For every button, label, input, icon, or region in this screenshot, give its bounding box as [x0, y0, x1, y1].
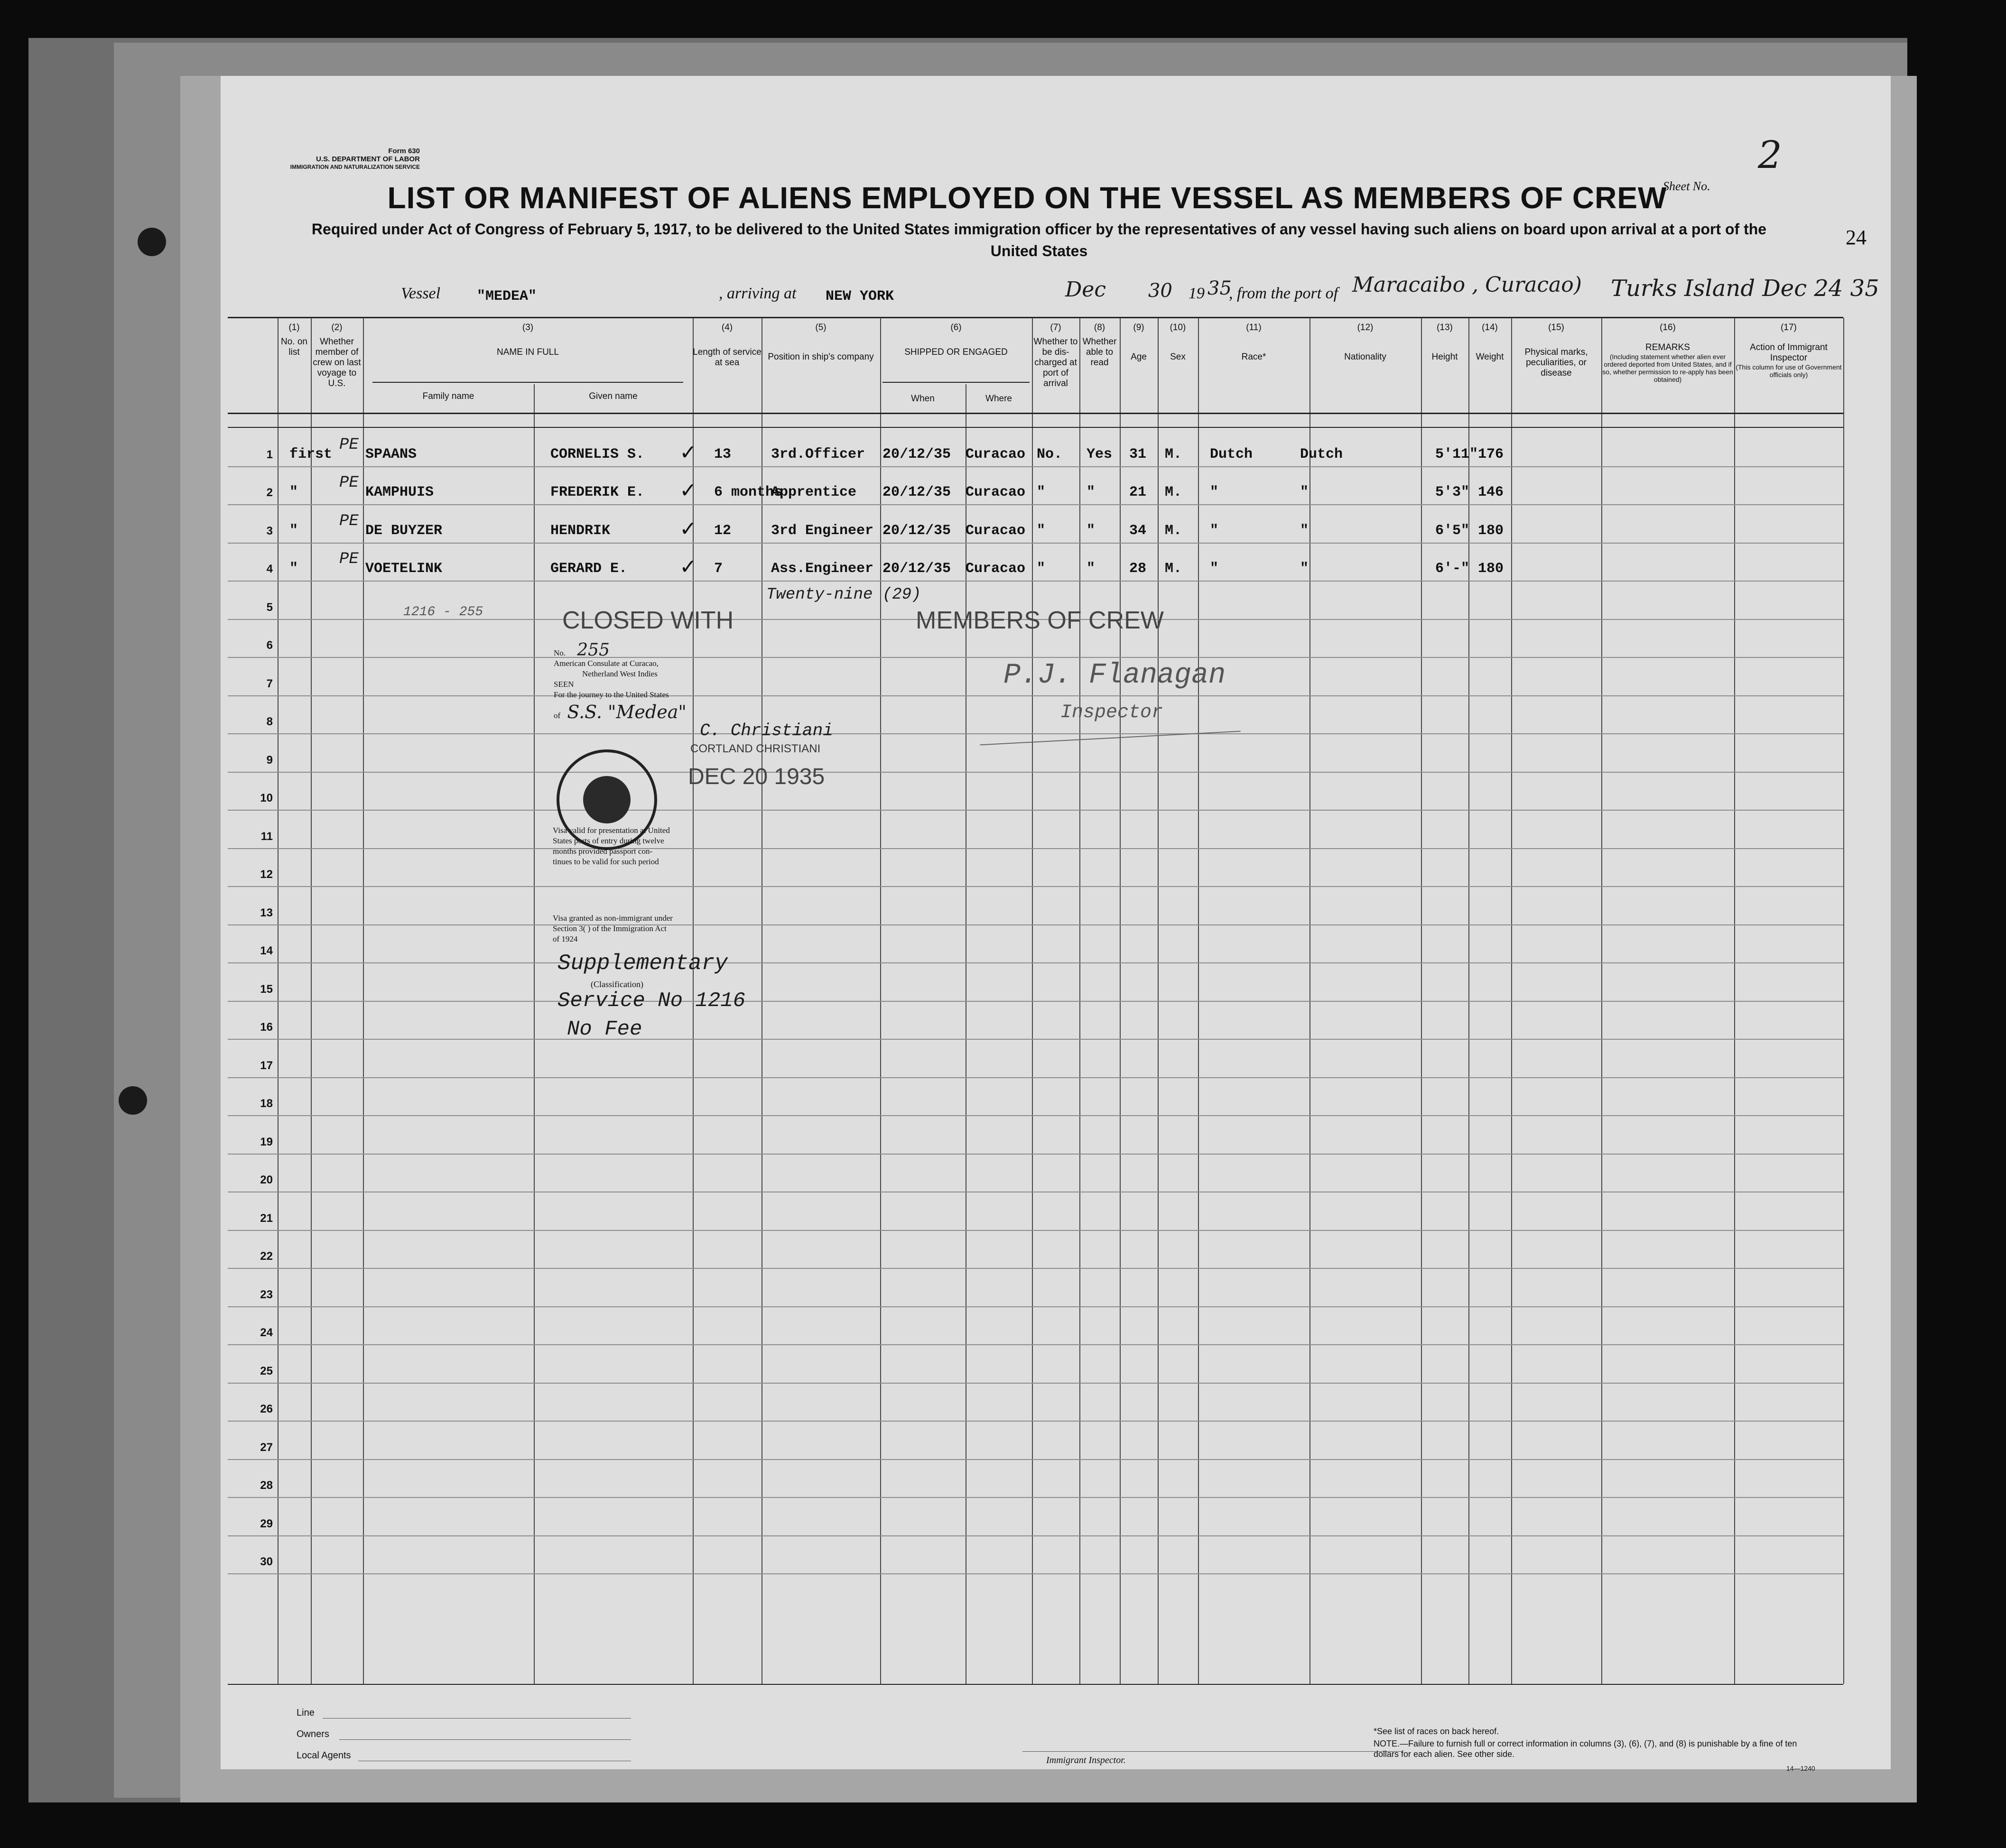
row-rule — [228, 962, 1843, 963]
row-rule — [228, 772, 1843, 773]
shipped-when-cell: 20/12/35 — [882, 561, 951, 577]
row-number: 11 — [260, 830, 273, 843]
members-of-crew-text: MEMBERS OF CREW — [916, 607, 1164, 634]
height-cell: 5'11" — [1435, 446, 1478, 462]
form-number: Form 630 — [388, 147, 420, 155]
row-number: 18 — [260, 1097, 273, 1110]
last-voyage-cell: " — [289, 561, 298, 577]
row-rule — [228, 1573, 1843, 1574]
discharged-cell: " — [1037, 561, 1046, 577]
row-number: 2 — [266, 486, 273, 499]
row-number: 6 — [266, 639, 273, 652]
seal-emblem-icon — [583, 776, 631, 823]
column-header-shipped: (6) SHIPPED OR ENGAGED — [904, 323, 1008, 357]
stamp-line: American Consulate at Curacao, — [554, 659, 659, 668]
family-name-cell: SPAANS — [365, 446, 417, 462]
row-rule — [228, 886, 1843, 887]
from-port: Maracaibo , Curacao) — [1352, 273, 1582, 297]
discharged-cell: No. — [1037, 446, 1063, 462]
row-rule — [228, 1001, 1843, 1002]
weight-cell: 180 — [1478, 523, 1504, 539]
service-cell: 6 months — [714, 484, 783, 500]
footer-owners-label: Owners — [297, 1729, 329, 1739]
row-rule — [228, 581, 1843, 582]
family-name-cell: VOETELINK — [365, 561, 443, 577]
row-number: 10 — [260, 792, 273, 804]
read-cell: " — [1087, 523, 1096, 539]
discharged-cell: " — [1037, 484, 1046, 500]
row-number: 28 — [260, 1479, 273, 1492]
column-header-remarks: (16) REMARKS (Including statement whether alien ever ordered deported from United States, and if so, whether permission to re-apply has been obtained) — [1602, 323, 1733, 383]
column-header-discharged: (7) Whether to be dis-charged at port of arrival — [1033, 323, 1078, 388]
row-number: 24 — [260, 1326, 273, 1339]
row-rule — [228, 1154, 1843, 1155]
consul-name: CORTLAND CHRISTIANI — [690, 742, 821, 755]
sex-cell: M. — [1165, 523, 1182, 539]
column-header-no: (1) No. on list — [281, 323, 307, 357]
row-rule — [228, 543, 1843, 544]
row-rule — [228, 1459, 1843, 1460]
consular-visa-stamp — [554, 640, 876, 722]
nationality-cell: " — [1300, 523, 1309, 539]
height-cell: 6'-" — [1435, 561, 1470, 577]
inspector-signature: P.J. Flanagan — [1003, 659, 1226, 692]
column-header-service: (4) Length of service at sea — [693, 323, 762, 368]
row-rule — [228, 1497, 1843, 1498]
column-header-physical-marks: (15) Physical marks, peculiarities, or disease — [1524, 323, 1588, 378]
mark-cell: PE — [339, 512, 359, 530]
age-cell: 34 — [1129, 523, 1147, 539]
column-header-name: (3) NAME IN FULL — [497, 323, 559, 357]
column-subheader-when: When — [911, 394, 935, 404]
sheet-number-label: Sheet No. — [1663, 179, 1710, 193]
position-cell: 3rd.Officer — [771, 446, 865, 462]
row-rule — [228, 1383, 1843, 1384]
row-rule — [228, 1077, 1843, 1078]
row-number: 5 — [266, 601, 273, 614]
from-port-label: , from the port of — [1229, 285, 1338, 302]
sex-cell: M. — [1165, 561, 1182, 577]
vessel-label: Vessel — [401, 285, 441, 302]
column-subheader-family: Family name — [422, 391, 474, 401]
inspector-title: Inspector — [1060, 702, 1163, 723]
shipped-where-cell: Curacao — [966, 523, 1026, 539]
stamp-date: DEC 20 1935 — [688, 764, 825, 789]
column-subheader-given: Given name — [589, 391, 638, 401]
stamp-line: SEEN — [554, 680, 574, 689]
manifest-page — [221, 76, 1891, 1772]
stamp-no-value: 255 — [577, 640, 610, 660]
row-rule — [228, 1421, 1843, 1422]
read-cell: " — [1087, 561, 1096, 577]
shipped-when-cell: 20/12/35 — [882, 523, 951, 539]
closed-with-text: CLOSED WITH — [562, 607, 734, 634]
row-rule — [228, 733, 1843, 734]
row-rule — [228, 924, 1843, 925]
service-cell: 13 — [714, 446, 732, 462]
shipped-when-cell: 20/12/35 — [882, 446, 951, 462]
arrival-day: 30 — [1148, 280, 1172, 302]
row-rule — [228, 1344, 1843, 1345]
stamp-line: For the journey to the United States — [554, 690, 669, 699]
given-name-cell: CORNELIS S. — [550, 446, 645, 462]
service-cell: 7 — [714, 561, 723, 577]
footer-race-note: *See list of races on back hereof. — [1374, 1727, 1499, 1736]
mark-cell: PE — [339, 436, 359, 454]
race-cell: Dutch — [1210, 446, 1253, 462]
classification-label: (Classification) — [591, 979, 643, 989]
row-number: 21 — [260, 1212, 273, 1225]
race-cell: " — [1210, 484, 1219, 500]
row-rule — [228, 1535, 1843, 1536]
row-number: 14 — [260, 944, 273, 957]
row-number: 20 — [260, 1173, 273, 1186]
row-number: 17 — [260, 1059, 273, 1072]
header-bottom-rule — [228, 427, 1843, 428]
shipped-where-cell: Curacao — [966, 446, 1026, 462]
vessel-name: "MEDEA" — [477, 288, 537, 305]
arrival-year-prefix: 19 — [1189, 285, 1205, 302]
row-number: 4 — [266, 563, 273, 575]
column-header-age: (9) Age — [1131, 323, 1147, 362]
row-number: 1 — [266, 448, 273, 461]
arrival-month: Dec — [1065, 277, 1106, 302]
row-number: 19 — [260, 1136, 273, 1148]
row-number: 22 — [260, 1250, 273, 1263]
row-number: 3 — [266, 525, 273, 537]
service-name: IMMIGRATION AND NATURALIZATION SERVICE — [290, 164, 420, 170]
footer-print-code: 14—1240 — [1786, 1765, 1815, 1772]
visa-classification-text: Visa granted as non-immigrant under Section 3( ) of the Immigration Act of 1924 — [553, 914, 673, 943]
checkmark-icon: ✓ — [681, 478, 696, 505]
nationality-cell: " — [1300, 561, 1309, 577]
footer-line-label: Line — [297, 1708, 315, 1718]
age-cell: 21 — [1129, 484, 1147, 500]
footer-inspector-label: Immigrant Inspector. — [1046, 1755, 1126, 1765]
footer-rule — [228, 1684, 1843, 1685]
column-header-inspector-action: (17) Action of Immigrant Inspector (This column for use of Government officials only) — [1736, 323, 1842, 379]
fee-handwritten: No Fee — [567, 1017, 642, 1041]
mark-cell: PE — [339, 550, 359, 568]
row-number: 15 — [260, 983, 273, 996]
row-number: 27 — [260, 1441, 273, 1454]
page-subtitle: Required under Act of Congress of February 5, 1917, to be delivered to the United States immigration officer by the representatives of any vessel having such aliens on board upon arrival at a port of the United States — [311, 221, 1767, 259]
family-name-cell: DE BUYZER — [365, 523, 443, 539]
row-number: 16 — [260, 1021, 273, 1034]
row-number: 26 — [260, 1403, 273, 1415]
position-cell: Ass.Engineer — [771, 561, 874, 577]
row-number: 7 — [266, 677, 273, 690]
vessel-route-note: Turks Island Dec 24 35 — [1611, 275, 1879, 302]
given-name-cell: FREDERIK E. — [550, 484, 645, 500]
department: U.S. DEPARTMENT OF LABOR — [316, 155, 420, 163]
service-cell: 12 — [714, 523, 732, 539]
family-name-cell: KAMPHUIS — [365, 484, 434, 500]
header-bottom-rule — [228, 413, 1843, 414]
weight-cell: 180 — [1478, 561, 1504, 577]
shipped-where-cell: Curacao — [966, 484, 1026, 500]
column-header-sex: (10) Sex — [1170, 323, 1186, 362]
position-cell: 3rd Engineer — [771, 523, 874, 539]
page-number: 24 — [1846, 226, 1867, 249]
consul-signature: C. Christiani — [700, 721, 833, 740]
nationality-cell: " — [1300, 484, 1309, 500]
column-divider — [1843, 318, 1844, 1684]
row5-note: 1216 - 255 — [403, 605, 483, 619]
age-cell: 31 — [1129, 446, 1147, 462]
row-rule — [228, 504, 1843, 505]
last-voyage-cell: " — [289, 484, 298, 500]
service-number-handwritten: Service No 1216 — [557, 989, 746, 1013]
footer-field-line — [339, 1739, 631, 1740]
row-rule — [228, 695, 1843, 696]
binder-hole — [119, 1086, 147, 1115]
classification-handwritten: Supplementary — [557, 951, 728, 976]
row-number: 29 — [260, 1517, 273, 1530]
footer-agents-label: Local Agents — [297, 1750, 351, 1761]
row-number: 30 — [260, 1555, 273, 1568]
race-cell: " — [1210, 561, 1219, 577]
stamp-line: of — [554, 711, 561, 720]
mark-cell: PE — [339, 474, 359, 492]
last-voyage-cell: first — [289, 446, 333, 462]
column-header-position: (5) Position in ship's company — [768, 323, 874, 362]
column-subheader-where: Where — [985, 394, 1012, 404]
row-rule — [228, 466, 1843, 467]
shipped-subheader-rule — [882, 382, 1030, 383]
arriving-label: , arriving at — [719, 285, 797, 302]
column-header-race: (11) Race* — [1241, 323, 1266, 362]
checkmark-icon: ✓ — [681, 440, 696, 467]
row-number: 12 — [260, 868, 273, 881]
weight-cell: 176 — [1478, 446, 1504, 462]
stamp-no-label: No. — [554, 648, 566, 657]
row-number: 23 — [260, 1288, 273, 1301]
row-rule — [228, 1115, 1843, 1116]
read-cell: Yes — [1087, 446, 1113, 462]
race-cell: " — [1210, 523, 1219, 539]
read-cell: " — [1087, 484, 1096, 500]
height-cell: 5'3" — [1435, 484, 1470, 500]
page-title: LIST OR MANIFEST OF ALIENS EMPLOYED ON THE VESSEL AS MEMBERS OF CREW — [387, 181, 1667, 215]
checkmark-icon: ✓ — [681, 554, 696, 582]
row-rule — [228, 657, 1843, 658]
row-rule — [228, 1306, 1843, 1307]
row-number: 8 — [266, 715, 273, 728]
row-rule — [228, 1039, 1843, 1040]
row-rule — [228, 1268, 1843, 1269]
column-divider — [534, 384, 535, 1684]
footer-field-line — [323, 1718, 631, 1719]
crew-count-handwritten: Twenty-nine (29) — [766, 586, 921, 604]
last-voyage-cell: " — [289, 523, 298, 539]
row-rule — [228, 848, 1843, 849]
visa-validity-text: Visa valid for presentation at United States ports of entry during twelve months provided passport con- tinues to be valid for such period — [553, 826, 670, 866]
row-number: 9 — [266, 754, 273, 767]
given-name-cell: GERARD E. — [550, 561, 628, 577]
age-cell: 28 — [1129, 561, 1147, 577]
form-header — [278, 147, 420, 171]
given-name-cell: HENDRIK — [550, 523, 611, 539]
height-cell: 6'5" — [1435, 523, 1470, 539]
stamp-line: Netherland West Indies — [582, 669, 658, 678]
nationality-cell: Dutch — [1300, 446, 1343, 462]
column-header-last-voyage: (2) Whether member of crew on last voyage to U.S. — [313, 323, 361, 388]
row-rule — [228, 1230, 1843, 1231]
weight-cell: 146 — [1478, 484, 1504, 500]
sheet-number-value: 2 — [1758, 133, 1782, 177]
sex-cell: M. — [1165, 446, 1182, 462]
arrival-year-suffix: 35 — [1207, 277, 1232, 299]
arrival-port: NEW YORK — [826, 288, 894, 305]
column-header-read: (8) Whether able to read — [1082, 323, 1117, 368]
column-header-height: (13) Height — [1431, 323, 1458, 362]
row-number: 13 — [260, 906, 273, 919]
shipped-where-cell: Curacao — [966, 561, 1026, 577]
sex-cell: M. — [1165, 484, 1182, 500]
footer-penalty-note: NOTE.—Failure to furnish full or correct information in columns (3), (6), (7), and (8) is punishable by a fine of ten dollars for each alien. See other side. — [1374, 1739, 1797, 1759]
binder-hole — [138, 228, 166, 256]
stamp-vessel-handwritten: S.S. "Medea" — [567, 702, 687, 722]
row-rule — [228, 810, 1843, 811]
row-number: 25 — [260, 1365, 273, 1377]
column-header-nationality: (12) Nationality — [1344, 323, 1386, 362]
checkmark-icon: ✓ — [681, 517, 696, 544]
position-cell: Apprentice — [771, 484, 857, 500]
shipped-when-cell: 20/12/35 — [882, 484, 951, 500]
inspector-signature-line — [1022, 1751, 1402, 1752]
discharged-cell: " — [1037, 523, 1046, 539]
name-subheader-rule — [372, 382, 683, 383]
column-header-weight: (14) Weight — [1476, 323, 1504, 362]
